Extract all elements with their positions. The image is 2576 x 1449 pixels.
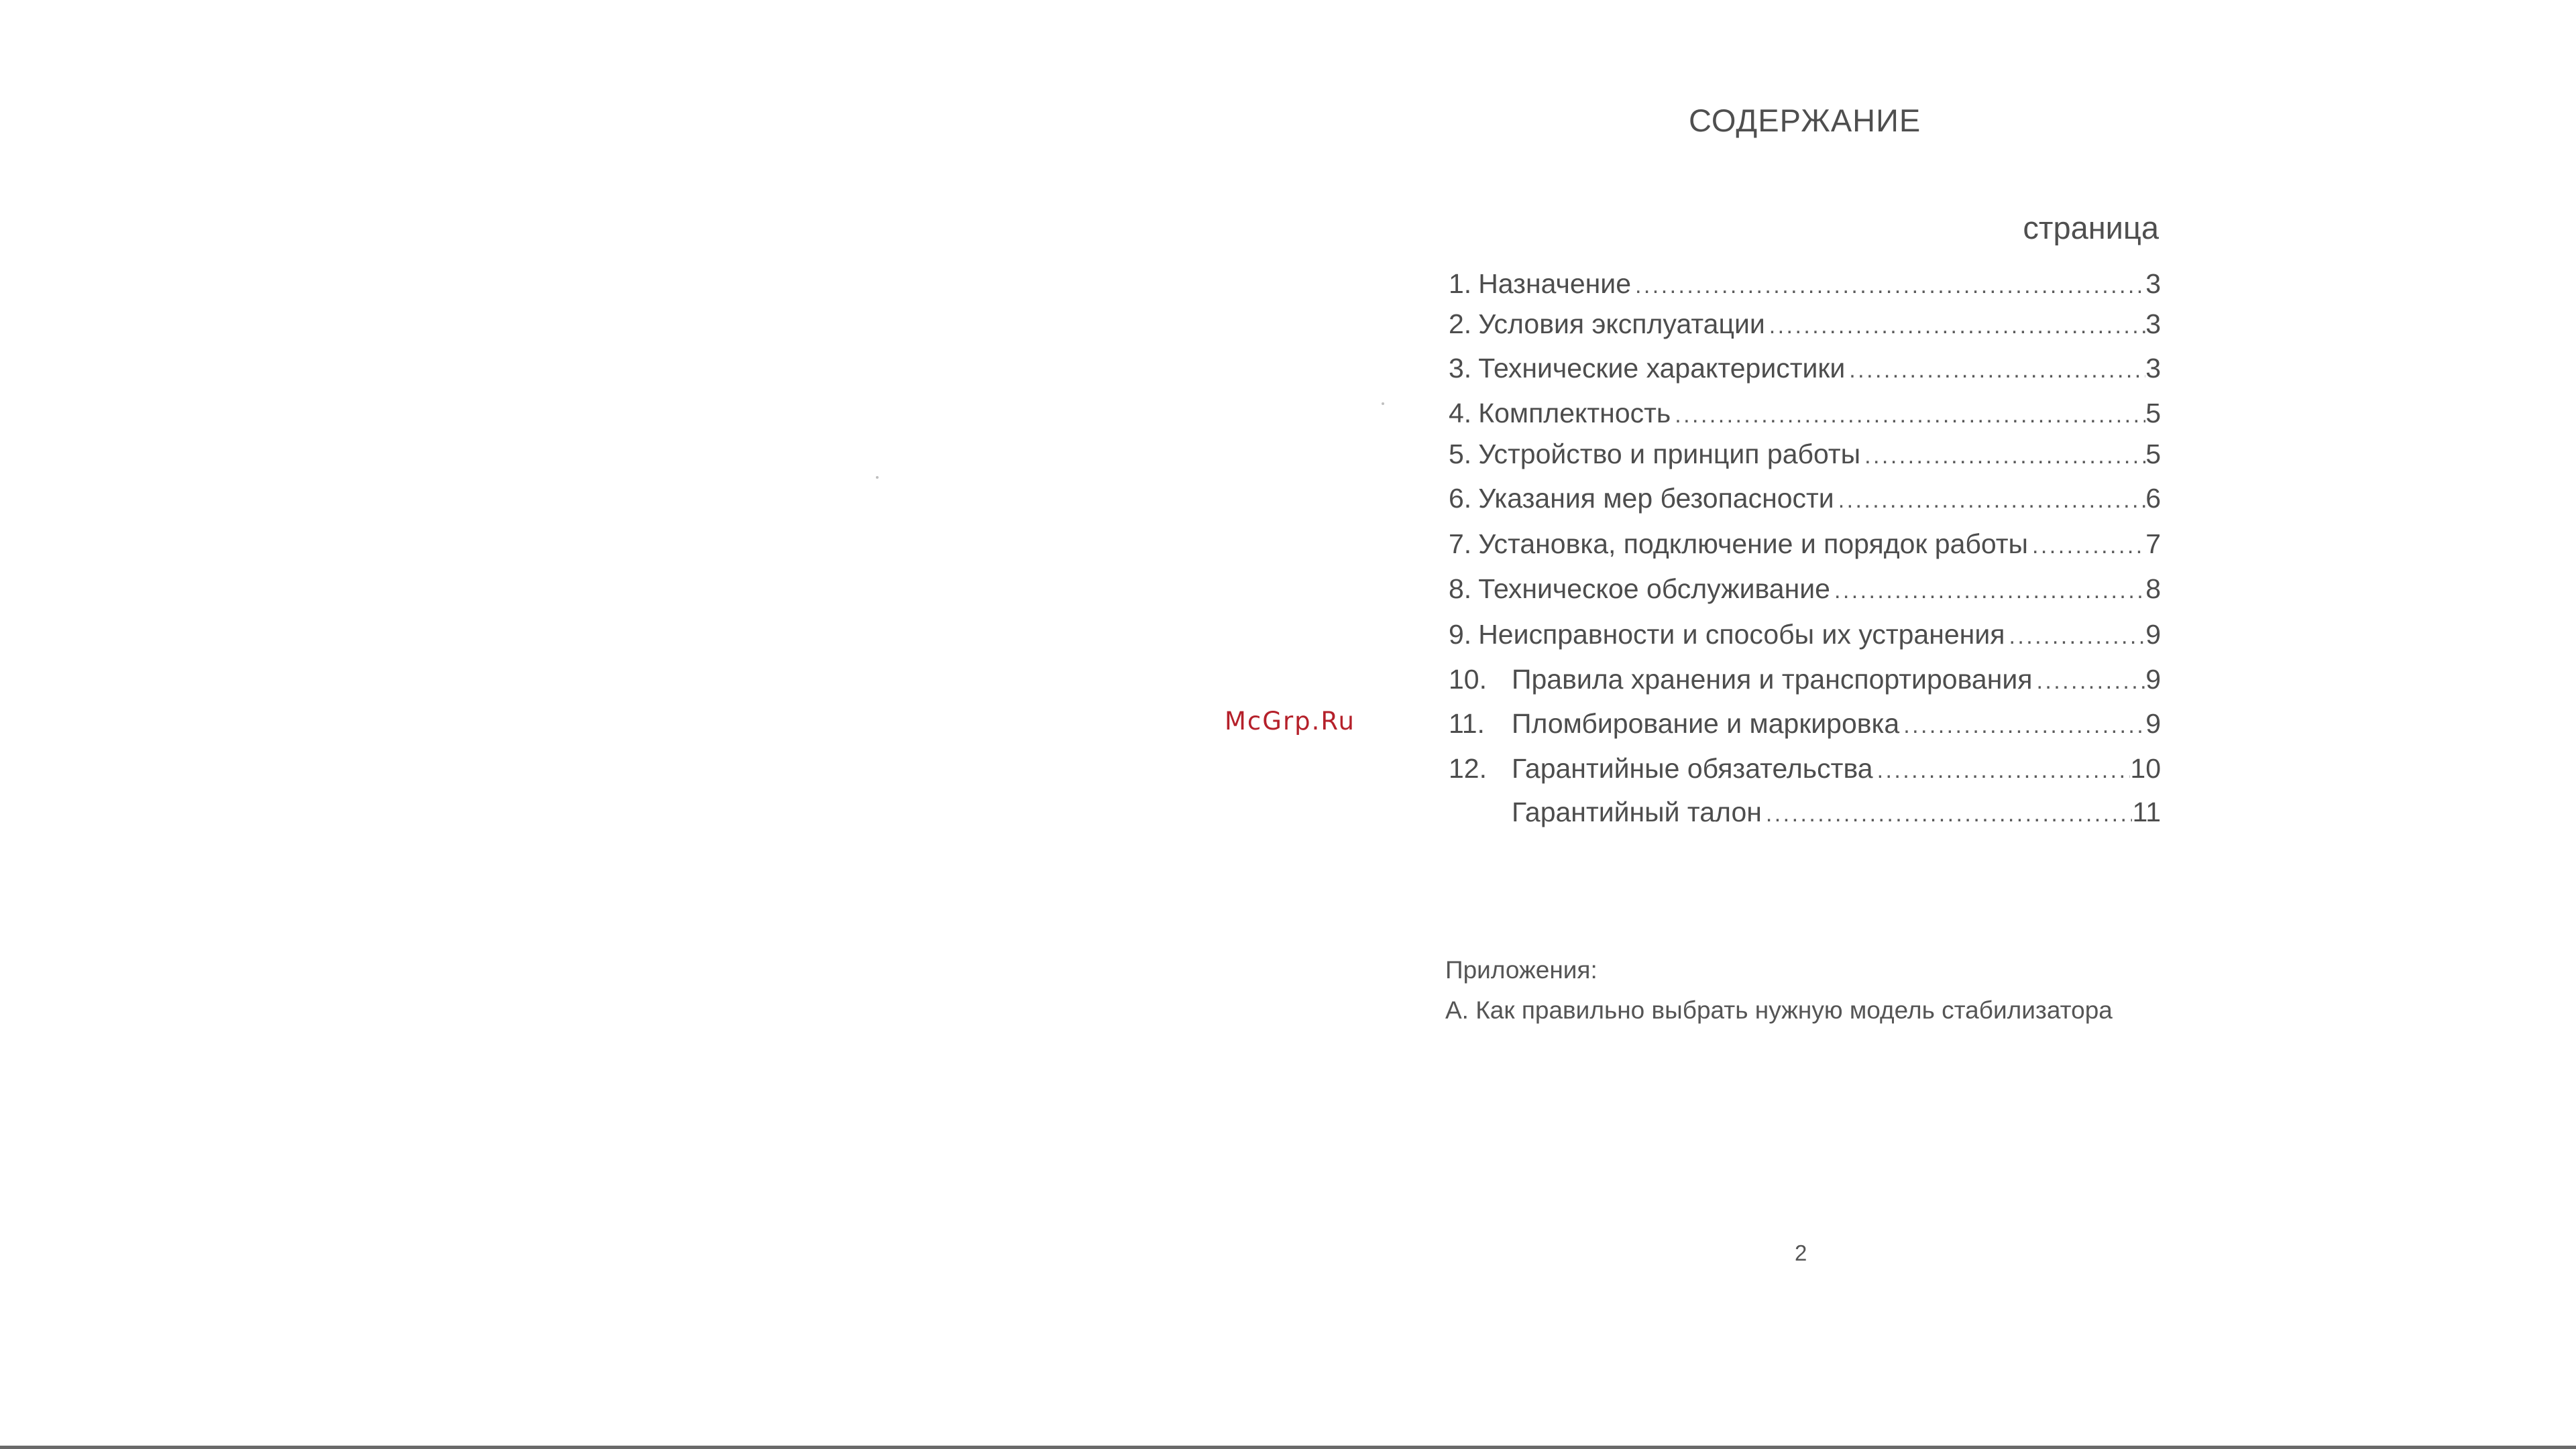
toc-entry-page: 9 [2145,664,2161,695]
scan-speck [876,476,879,479]
toc-entry-title: Пломбирование и маркировка [1512,708,1900,739]
toc-entry-number: 3. [1449,353,1472,384]
watermark-logo: McGrp.Ru [1225,707,1355,736]
toc-entry-title: Технические характеристики [1478,353,1846,384]
toc-entry-page: 5 [2145,398,2161,428]
toc-entry-title: Гарантийный талон [1512,797,1762,827]
toc-entry-title: Техническое обслуживание [1478,573,1830,604]
toc-leader-dots [1631,268,2145,300]
bottom-border [0,1446,2576,1449]
toc-entry [1449,753,2161,793]
toc-title: СОДЕРЖАНИЕ [1689,103,1921,138]
toc-leader-dots [1765,308,2145,340]
toc-entry-page: 5 [2145,439,2161,469]
toc-leader-dots [1834,483,2145,514]
toc-entry-page: 9 [2145,708,2161,739]
toc-entry [1449,398,2161,438]
toc-leader-dots [2028,528,2145,560]
toc-entry-number: 10. [1449,664,1487,695]
toc-entry-number: 9. [1449,619,1472,650]
toc-entry-title: Указания мер безопасности [1478,483,1834,514]
toc-entry-number: 11. [1449,708,1485,739]
toc-leader-dots [1845,353,2145,384]
toc-entry-page: 8 [2145,573,2161,604]
toc-entry-title: Устройство и принцип работы [1478,439,1861,469]
toc-entry [1449,797,2161,837]
toc-entry [1449,708,2161,748]
toc-entry-title: Назначение [1478,268,1632,299]
toc-entry [1449,308,2161,349]
page-number: 2 [1795,1240,1807,1265]
toc-entry [1449,353,2161,393]
page-column-label: страница [2023,210,2159,245]
toc-leader-dots [1830,573,2145,605]
toc-leader-dots [1873,753,2131,785]
toc-entry-page: 11 [2132,797,2161,827]
toc-entry [1449,664,2161,704]
toc-leader-dots [1860,439,2145,470]
toc-entry-title: Неисправности и способы их устранения [1478,619,2005,650]
toc-entry-page: 7 [2145,528,2161,559]
toc-entry [1449,528,2161,569]
scan-speck [1382,402,1384,405]
toc-entry-number: 6. [1449,483,1472,514]
toc-entry-page: 6 [2145,483,2161,514]
toc-entry [1449,619,2161,659]
toc-entry-number: 12. [1449,753,1487,784]
toc-entry-title: Правила хранения и транспортирования [1512,664,2033,695]
toc-leader-dots [2032,664,2145,695]
appendix-heading: Приложения: [1445,956,1598,984]
toc-entry [1449,268,2161,308]
toc-entry [1449,573,2161,614]
toc-entry-page: 3 [2145,353,2161,384]
toc-leader-dots [1671,398,2145,429]
toc-entry-page: 10 [2130,753,2161,784]
toc-leader-dots [2005,619,2145,650]
toc-entry-page: 9 [2145,619,2161,650]
toc-entry [1449,439,2161,479]
toc-entry-number: 7. [1449,528,1472,559]
toc-entry-page: 3 [2145,308,2161,339]
toc-entry-title: Условия эксплуатации [1478,308,1765,339]
toc-leader-dots [1899,708,2145,740]
toc-entry-page: 3 [2145,268,2161,299]
toc-leader-dots [1762,797,2133,828]
toc-entry-title: Установка, подключение и порядок работы [1478,528,2029,559]
toc-entry-number: 4. [1449,398,1472,428]
toc-entry-title: Гарантийные обязательства [1512,753,1873,784]
toc-entry-title: Комплектность [1478,398,1671,428]
toc-entry-number: 2. [1449,308,1472,339]
toc-entry-number: 5. [1449,439,1472,469]
toc-entry-number: 8. [1449,573,1472,604]
toc-entry-number: 1. [1449,268,1472,299]
appendix-item: А. Как правильно выбрать нужную модель стабилизатора [1445,996,2113,1024]
toc-entry [1449,483,2161,523]
